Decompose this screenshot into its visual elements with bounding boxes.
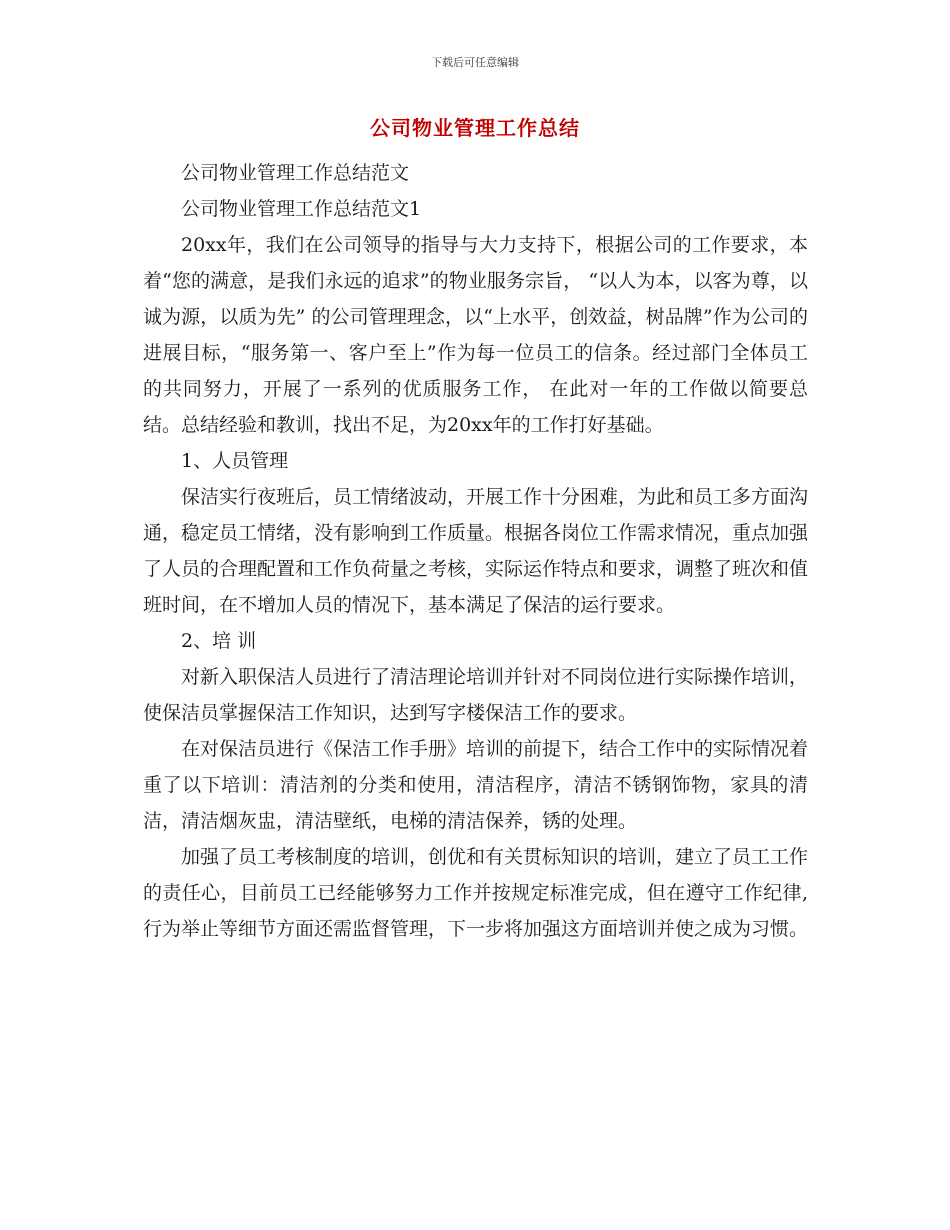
- section-heading: 2、培 训: [181, 630, 257, 652]
- subtitle-paragraph: 公司物业管理工作总结范文: [181, 162, 410, 184]
- body-paragraph: 保洁实行夜班后，员工情绪波动，开展工作十分困难，为此和员工多方面沟通，稳定员工情绪，没有影响到工作质量。根据各岗位工作需求情况，重点加强了人员的合理配置和工作负荷量之考核，实际运作特点和要求，调整了班次和值班时间，在不增加人员的情况下，基本满足了保洁的运行要求。: [143, 486, 809, 616]
- body-paragraph: 对新入职保洁人员进行了清洁理论培训并针对不同岗位进行实际操作培训，使保洁员掌握保洁工作知识，达到写字楼保洁工作的要求。: [143, 666, 809, 724]
- header-note: 下载后可任意编辑: [431, 56, 519, 69]
- subtitle-paragraph: 公司物业管理工作总结范文1: [181, 198, 422, 220]
- document-body: [143, 155, 808, 947]
- body-paragraph: 在对保洁员进行《保洁工作手册》培训的前提下，结合工作中的实际情况着重了以下培训：清洁剂的分类和使用，清洁程序，清洁不锈钢饰物，家具的清洁，清洁烟灰盅，清洁壁纸，电梯的清洁保养，锈的处理。: [143, 738, 809, 832]
- intro-paragraph: 20xx年，我们在公司领导的指导与大力支持下，根据公司的工作要求，本着“您的满意，是我们永远的追求”的物业服务宗旨， “以人为本，以客为尊，以诚为源，以质为先” 的公司管理理念，以“上水平，创效益，树品牌”作为公司的进展目标，“服务第一、客户至上”作为每一位员工的信条。经过部门全体员工的共同努力，开展了一系列的优质服务工作， 在此对一年的工作做以简要总结。总结经验和教训，找出不足，为20xx年的工作打好基础。: [143, 234, 808, 436]
- document-title: 公司物业管理工作总结: [370, 116, 580, 140]
- section-heading: 1、人员管理: [181, 450, 289, 472]
- body-paragraph: 加强了员工考核制度的培训，创优和有关贯标知识的培训，建立了员工工作的责任心，目前员工已经能够努力工作并按规定标准完成，但在遵守工作纪律,行为举止等细节方面还需监督管理，下一步将加强这方面培训并使之成为习惯。: [143, 846, 809, 940]
